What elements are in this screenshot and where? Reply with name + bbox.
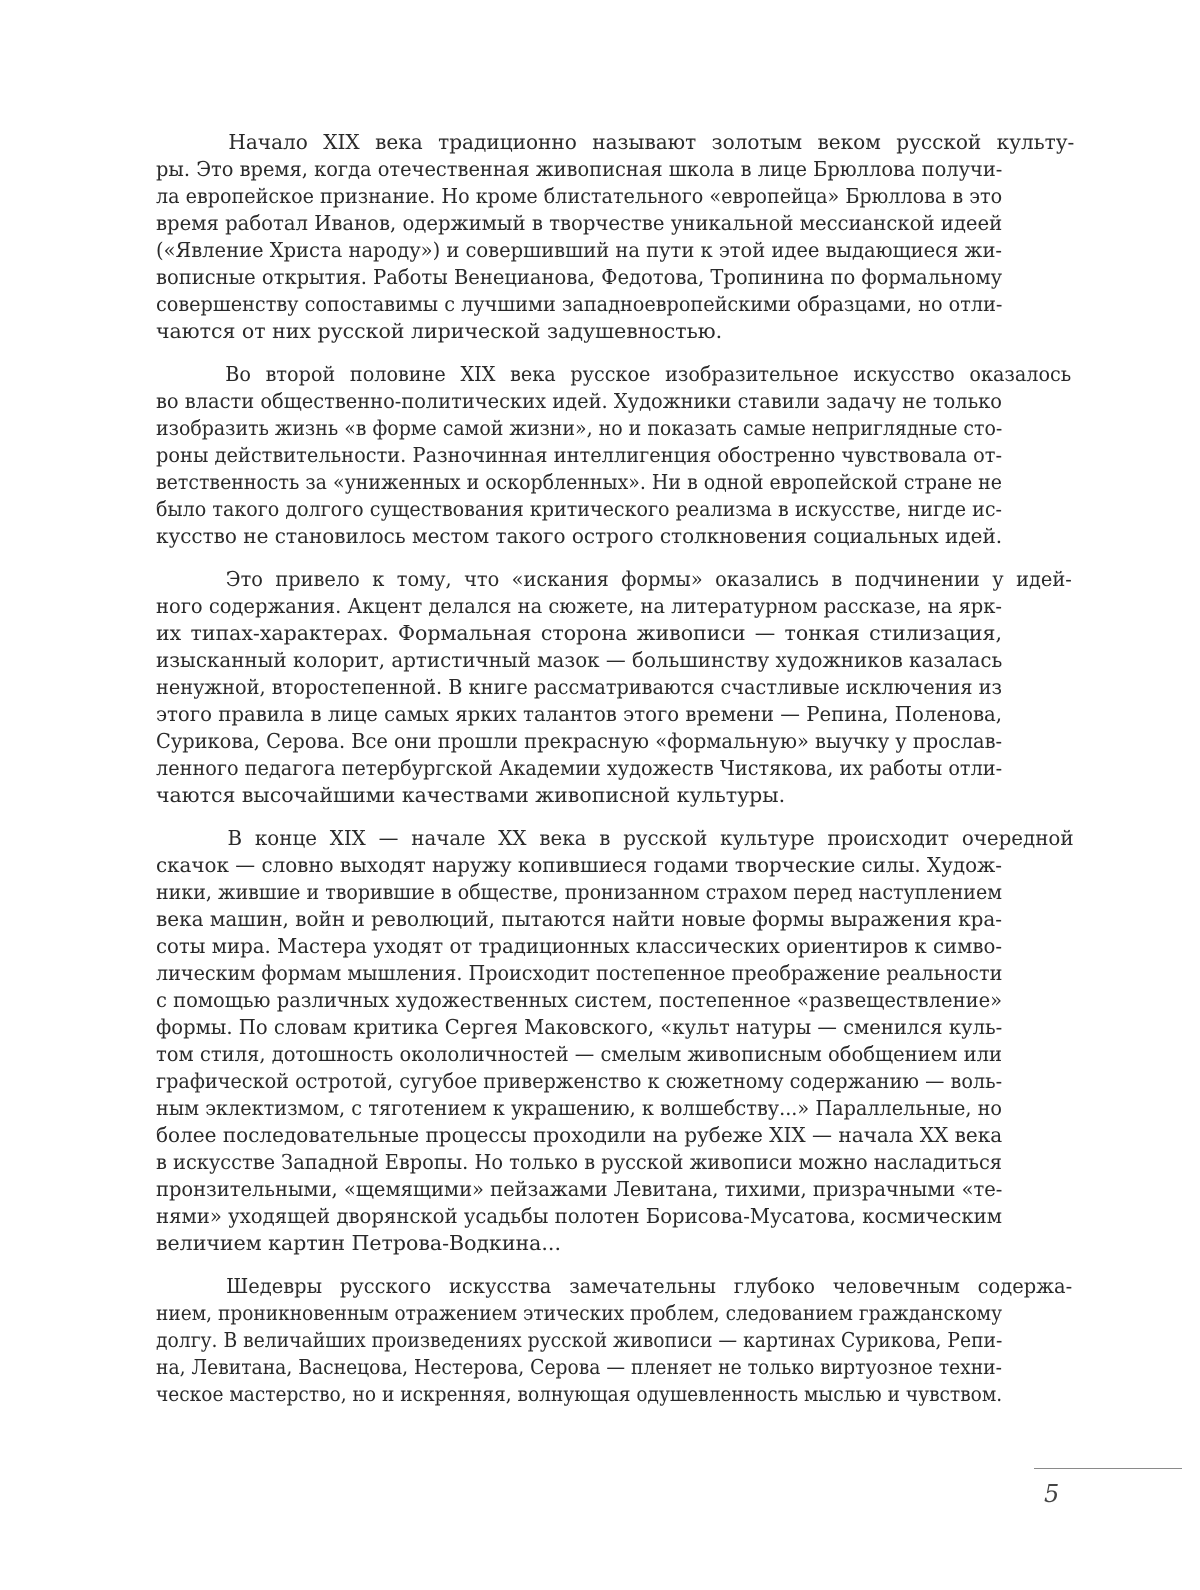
text-line: ветственность за «униженных и оскорбленных». Ни в одной европейской стране не — [156, 470, 1003, 494]
text-line: Это привело к тому, что «искания формы» оказались в подчинении у идей- — [225, 567, 1072, 591]
text-line: ного содержания. Акцент делался на сюжете, на литературном рассказе, на ярк- — [156, 594, 1003, 618]
text-line: Во второй половине XIX века русское изобразительное искусство оказалось — [225, 362, 1072, 386]
text-line: Начало XIX века традиционно называют золотым веком русской культу- — [228, 130, 1075, 154]
text-line: века машин, войн и революций, пытаются найти новые формы выражения кра- — [156, 907, 1003, 931]
text-line: ры. Это время, когда отечественная живописная школа в лице Брюллова получи- — [156, 157, 1003, 181]
text-line: на, Левитана, Васнецова, Нестерова, Серова — пленяет не только виртуозное техни- — [156, 1355, 1002, 1379]
text-line: их типах-характерах. Формальная сторона живописи — тонкая стилизация, — [156, 621, 1002, 645]
text-line: кусство не становилось местом такого острого столкновения социальных идей. — [156, 524, 1003, 548]
text-line: было такого долгого существования критического реализма в искусстве, нигде ис- — [156, 497, 1003, 521]
paragraph — [156, 825, 1074, 1257]
text-line: ла европейское признание. Но кроме блистательного «европейца» Брюллова в это — [156, 184, 1003, 208]
text-line: роны действительности. Разночинная интеллигенция обостренно чувствовала от- — [156, 443, 1003, 467]
text-line: («Явление Христа народу») и совершивший на пути к этой идее выдающиеся жи- — [156, 238, 1003, 262]
text-line: В конце XIX — начале XX века в русской культуре происходит очередной — [227, 826, 1074, 850]
text-line: Шедевры русского искусства замечательны глубоко человечным содержа- — [226, 1274, 1073, 1298]
text-line: в искусстве Западной Европы. Но только в русской живописи можно насладиться — [156, 1150, 1003, 1174]
text-line: величием картин Петрова-Водкина... — [156, 1231, 561, 1255]
text-line: графической остротой, сугубое приверженство к сюжетному содержанию — воль- — [156, 1069, 1003, 1093]
text-line: во власти общественно-политических идей. Художники ставили задачу не только — [156, 389, 1002, 413]
text-line: Сурикова, Серова. Все они прошли прекрасную «формальную» выучку у прослав- — [156, 729, 1003, 753]
text-line: пронзительными, «щемящими» пейзажами Левитана, тихими, призрачными «те- — [156, 1177, 1003, 1201]
text-line: нями» уходящей дворянской усадьбы полотен Борисова-Мусатова, космическим — [156, 1204, 1003, 1228]
text-line: вописные открытия. Работы Венецианова, Федотова, Тропинина по формальному — [156, 265, 1003, 289]
text-line: ненужной, второстепенной. В книге рассматриваются счастливые исключения из — [156, 675, 1002, 699]
text-line: изысканный колорит, артистичный мазок — большинству художников казалась — [156, 648, 1003, 672]
text-line: ники, жившие и творившие в обществе, пронизанном страхом перед наступлением — [156, 880, 1002, 904]
text-line: ческое мастерство, но и искренняя, волнующая одушевленность мыслью и чувством. — [156, 1382, 1003, 1406]
text-line: лическим формам мышления. Происходит постепенное преображение реальности — [156, 961, 1003, 985]
text-line: нием, проникновенным отражением этических проблем, следованием гражданскому — [156, 1301, 1002, 1325]
paragraph — [156, 361, 1072, 550]
text-line: соты мира. Мастера уходят от традиционных классических ориентиров к симво- — [156, 934, 1003, 958]
page-number: 5 — [1044, 1480, 1060, 1508]
text-line: более последовательные процессы проходили на рубеже XIX — начала XX века — [156, 1123, 1003, 1147]
text-line: чаются от них русской лирической задушевностью. — [156, 319, 723, 343]
text-line: с помощью различных художественных систем, постепенное «развеществление» — [156, 988, 1003, 1012]
text-line: чаются высочайшими качествами живописной культуры. — [156, 783, 786, 807]
text-line: время работал Иванов, одержимый в творчестве уникальной мессианской идеей — [156, 211, 1003, 235]
text-line: ленного педагога петербургской Академии художеств Чистякова, их работы отли- — [156, 756, 1003, 780]
text-line: ным эклектизмом, с тяготением к украшению, к волшебству...» Параллельные, но — [156, 1096, 1002, 1120]
text-line: этого правила в лице самых ярких талантов этого времени — Репина, Поленова, — [156, 702, 1003, 726]
text-line: долгу. В величайших произведениях русской живописи — картинах Сурикова, Репи- — [156, 1328, 1003, 1352]
footer-rule — [1034, 1468, 1182, 1469]
body-text — [156, 129, 1075, 1424]
paragraph — [156, 129, 1075, 345]
paragraph — [156, 566, 1072, 809]
text-line: том стиля, дотошность окололичностей — смелым живописным обобщением или — [156, 1042, 1002, 1066]
text-line: совершенству сопоставимы с лучшими западноевропейскими образцами, но отли- — [156, 292, 1003, 316]
text-line: скачок — словно выходят наружу копившиеся годами творческие силы. Худож- — [156, 853, 1003, 877]
text-line: изобразить жизнь «в форме самой жизни», но и показать самые неприглядные сто- — [156, 416, 1003, 440]
paragraph — [156, 1273, 1073, 1408]
text-line: формы. По словам критика Сергея Маковского, «культ натуры — сменился куль- — [156, 1015, 1003, 1039]
